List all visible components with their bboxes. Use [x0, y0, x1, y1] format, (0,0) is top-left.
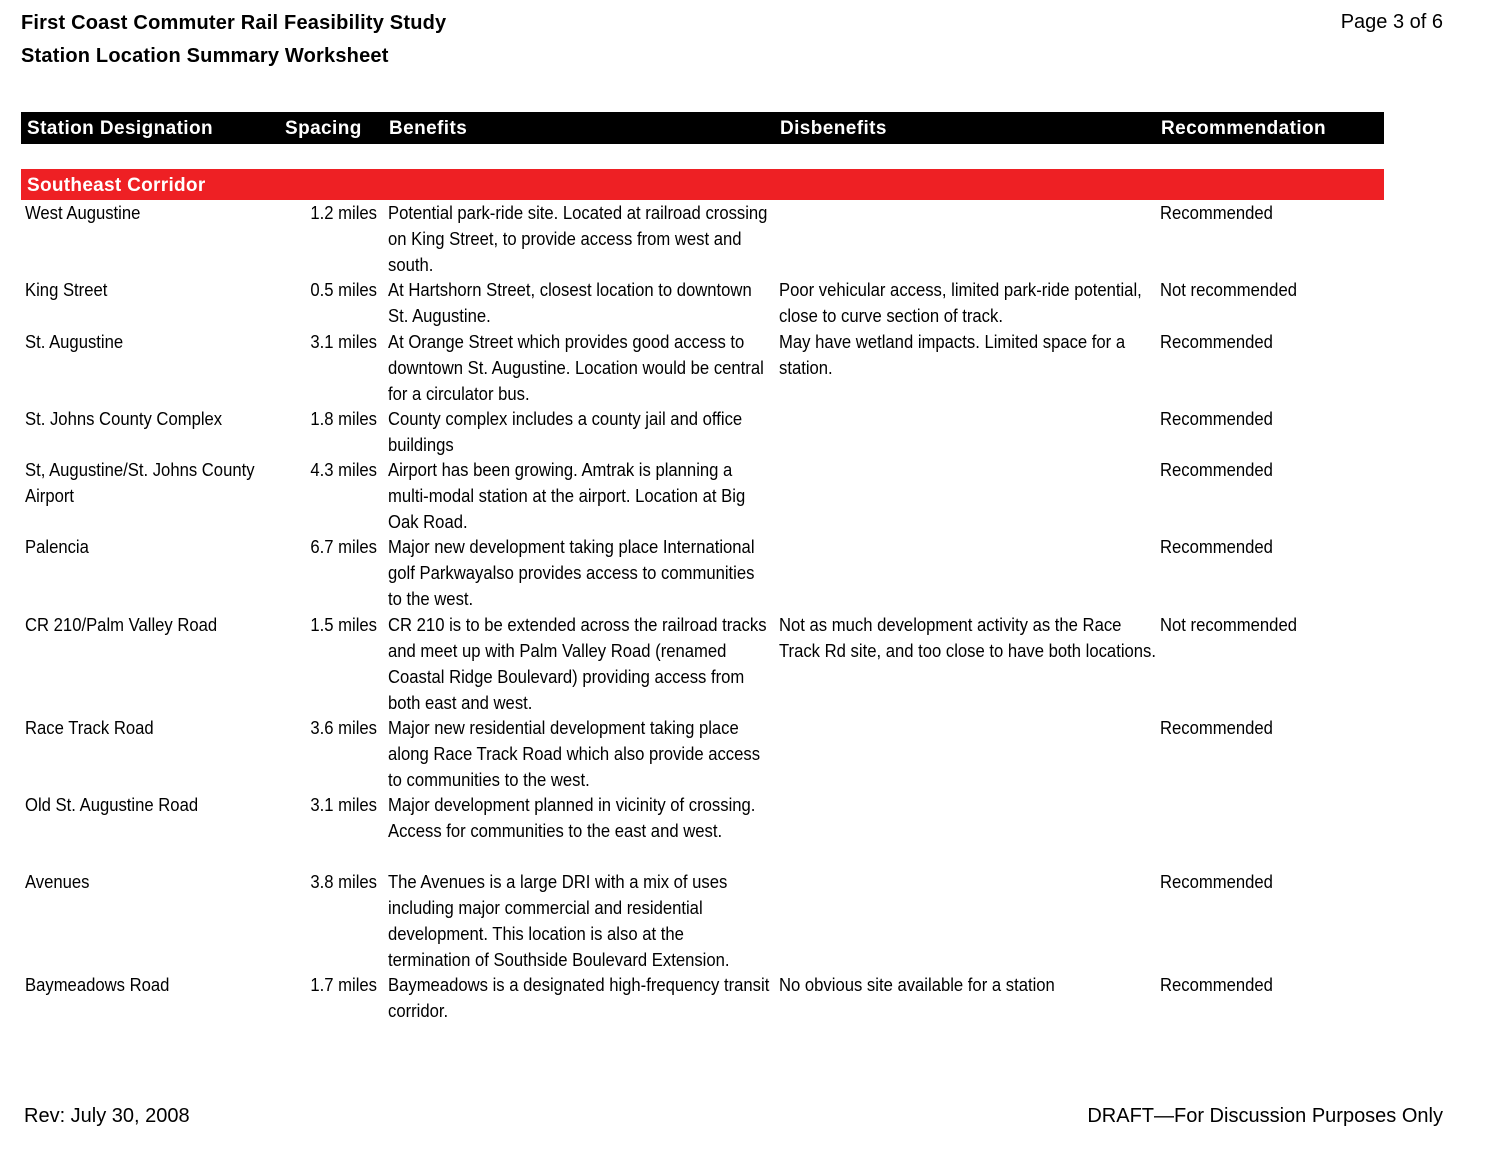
station-name: St, Augustine/St. Johns County Airport	[25, 459, 255, 506]
column-header-disbenefits: Disbenefits	[780, 118, 887, 139]
station-recommendation: Not recommended	[1160, 279, 1297, 300]
station-spacing: 1.7 miles	[310, 974, 377, 995]
station-name: St. Johns County Complex	[25, 408, 223, 429]
station-benefits: Baymeadows is a designated high-frequency transit corridor.	[388, 974, 770, 1021]
station-name: CR 210/Palm Valley Road	[25, 614, 218, 635]
station-recommendation: Not recommended	[1160, 614, 1297, 635]
revision-date: Rev: July 30, 2008	[24, 1105, 190, 1127]
station-benefits: CR 210 is to be extended across the railroad tracks and meet up with Palm Valley Road (renamed Coastal Ridge Boulevard) providing access from both east and west.	[388, 614, 767, 713]
column-header-recommendation: Recommendation	[1161, 118, 1327, 139]
station-benefits: Potential park-ride site. Located at railroad crossing on King Street, to provide access from west and south.	[388, 202, 768, 275]
station-recommendation: Recommended	[1160, 331, 1273, 352]
station-spacing: 3.1 miles	[310, 794, 377, 815]
station-name: Race Track Road	[25, 717, 154, 738]
station-benefits: Airport has been growing. Amtrak is planning a multi-modal station at the airport. Location at Big Oak Road.	[388, 459, 746, 532]
station-spacing: 3.8 miles	[310, 871, 377, 892]
station-recommendation: Recommended	[1160, 459, 1273, 480]
station-recommendation: Recommended	[1160, 717, 1273, 738]
page-number: Page 3 of 6	[1340, 11, 1443, 33]
station-recommendation: Recommended	[1160, 202, 1273, 223]
station-spacing: 1.8 miles	[310, 408, 377, 429]
station-recommendation: Recommended	[1160, 536, 1273, 557]
station-spacing: 1.2 miles	[310, 202, 377, 223]
station-spacing: 6.7 miles	[310, 536, 377, 557]
column-header-spacing: Spacing	[285, 118, 362, 139]
station-disbenefits: Not as much development activity as the Race Track Rd site, and too close to have both locations.	[779, 614, 1157, 661]
station-disbenefits: Poor vehicular access, limited park-ride potential, close to curve section of track.	[779, 279, 1142, 326]
station-disbenefits: May have wetland impacts. Limited space for a station.	[779, 331, 1126, 378]
station-benefits: At Orange Street which provides good access to downtown St. Augustine. Location would be central for a circulator bus.	[388, 331, 764, 404]
table-header	[21, 112, 1384, 144]
document-subtitle: Station Location Summary Worksheet	[21, 45, 389, 67]
column-header-station-designation: Station Designation	[27, 118, 213, 139]
section-label: Southeast Corridor	[27, 175, 206, 196]
station-name: St. Augustine	[25, 331, 124, 352]
station-name: Old St. Augustine Road	[25, 794, 199, 815]
station-recommendation: Recommended	[1160, 408, 1273, 429]
station-recommendation: Recommended	[1160, 871, 1273, 892]
station-benefits: Major new development taking place International golf Parkwayalso provides access to communities to the west.	[388, 536, 755, 609]
column-header-benefits: Benefits	[389, 118, 468, 139]
draft-notice: DRAFT—For Discussion Purposes Only	[1087, 1105, 1443, 1127]
station-benefits: At Hartshorn Street, closest location to downtown St. Augustine.	[388, 279, 752, 326]
station-benefits: Major new residential development taking place along Race Track Road which also provide access to communities to the west.	[388, 717, 761, 790]
station-spacing: 0.5 miles	[310, 279, 377, 300]
station-recommendation: Recommended	[1160, 974, 1273, 995]
station-disbenefits: No obvious site available for a station	[779, 974, 1055, 995]
station-name: Baymeadows Road	[25, 974, 170, 995]
station-name: Avenues	[25, 871, 90, 892]
station-spacing: 4.3 miles	[310, 459, 377, 480]
station-benefits: County complex includes a county jail and office buildings	[388, 408, 743, 455]
document-title: First Coast Commuter Rail Feasibility Study	[21, 12, 447, 34]
station-name: Palencia	[25, 536, 89, 557]
section-band	[21, 169, 1384, 200]
station-name: West Augustine	[25, 202, 141, 223]
station-benefits: The Avenues is a large DRI with a mix of uses including major commercial and residential development. This location is also at the termination of Southside Boulevard Extension.	[388, 871, 730, 970]
station-spacing: 3.6 miles	[310, 717, 377, 738]
station-name: King Street	[25, 279, 108, 300]
station-spacing: 1.5 miles	[310, 614, 377, 635]
station-spacing: 3.1 miles	[310, 331, 377, 352]
station-benefits: Major development planned in vicinity of crossing. Access for communities to the east and west.	[388, 794, 756, 841]
